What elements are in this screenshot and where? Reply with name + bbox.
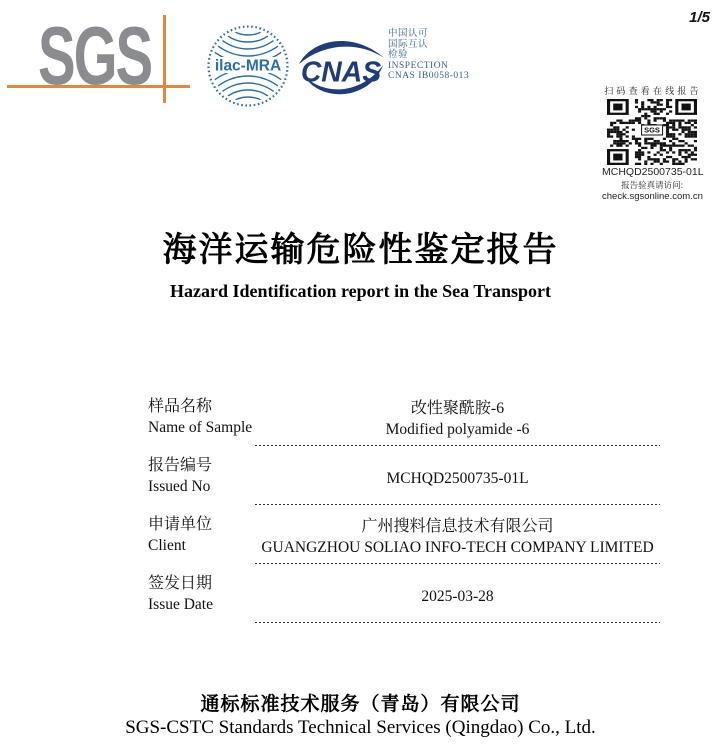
cnas-logo-text: CNAS <box>300 56 382 89</box>
qr-center-label: SGS <box>641 125 663 136</box>
form-value-en: 2025-03-28 <box>421 587 494 605</box>
form-value <box>255 569 660 623</box>
company-name-en: SGS-CSTC Standards Technical Services (Qingdao) Co., Ltd. <box>125 717 596 738</box>
form-label <box>148 451 255 505</box>
form-value-en: MCHQD2500735-01L <box>386 469 529 487</box>
form-value <box>255 392 660 446</box>
form-value-en: GUANGZHOU SOLIAO INFO-TECH COMPANY LIMITED <box>261 539 654 556</box>
form-label <box>148 510 255 564</box>
accreditation-line: 检验 <box>388 50 409 61</box>
cnas-logo-icon <box>295 34 387 98</box>
sgs-logo <box>0 0 210 115</box>
report-title-zh: 海洋运输危险性鉴定报告 <box>162 231 559 269</box>
form-value-zh: 改性聚酰胺-6 <box>410 400 505 417</box>
form-label <box>148 569 255 623</box>
form-label-en: Issued No <box>148 478 211 495</box>
accreditation-text <box>388 29 469 82</box>
form-row-client <box>148 510 660 564</box>
page-number: 1/5 <box>689 9 710 26</box>
qr-code <box>607 99 697 165</box>
form-value <box>255 451 660 505</box>
form-row-sample-name <box>148 392 660 446</box>
accreditation-line: 国际互认 <box>388 39 429 50</box>
report-form <box>148 392 660 628</box>
accreditation-line: CNAS IB0058-013 <box>388 71 470 82</box>
form-value <box>255 510 660 564</box>
qr-verify-url: check.sgsonline.com.cn <box>602 191 703 202</box>
form-label <box>148 392 255 446</box>
ilac-badge-text: ilac-MRA <box>214 57 282 75</box>
form-value-en: Modified polyamide -6 <box>385 421 530 438</box>
form-label-zh: 报告编号 <box>148 457 213 474</box>
form-label-en: Issue Date <box>148 596 213 613</box>
accreditation-line: 中国认可 <box>388 29 429 39</box>
accreditation-line: INSPECTION <box>388 60 449 71</box>
report-title-en: Hazard Identification report in the Sea Transport <box>170 281 551 301</box>
sgs-logo-text: SGS <box>38 9 152 102</box>
form-row-issue-date <box>148 569 660 623</box>
ilac-mra-badge-icon <box>206 24 290 108</box>
form-label-zh: 申请单位 <box>148 516 213 533</box>
company-name-zh: 通标标准技术服务（青岛）有限公司 <box>200 694 521 715</box>
form-label-en: Client <box>148 537 186 554</box>
form-row-issued-no <box>148 451 660 505</box>
form-value-zh: 广州搜料信息技术有限公司 <box>361 518 554 535</box>
qr-header-text: 扫码查看在线报告 <box>604 86 702 96</box>
qr-verify-hint: 报告验真请访问: <box>621 180 683 190</box>
sgs-logo-vertical-line <box>163 15 166 103</box>
form-label-zh: 样品名称 <box>148 398 213 415</box>
form-label-zh: 签发日期 <box>148 575 213 592</box>
qr-report-number: MCHQD2500735-01L <box>602 166 704 178</box>
form-label-en: Name of Sample <box>148 419 253 436</box>
qr-block <box>602 84 702 202</box>
